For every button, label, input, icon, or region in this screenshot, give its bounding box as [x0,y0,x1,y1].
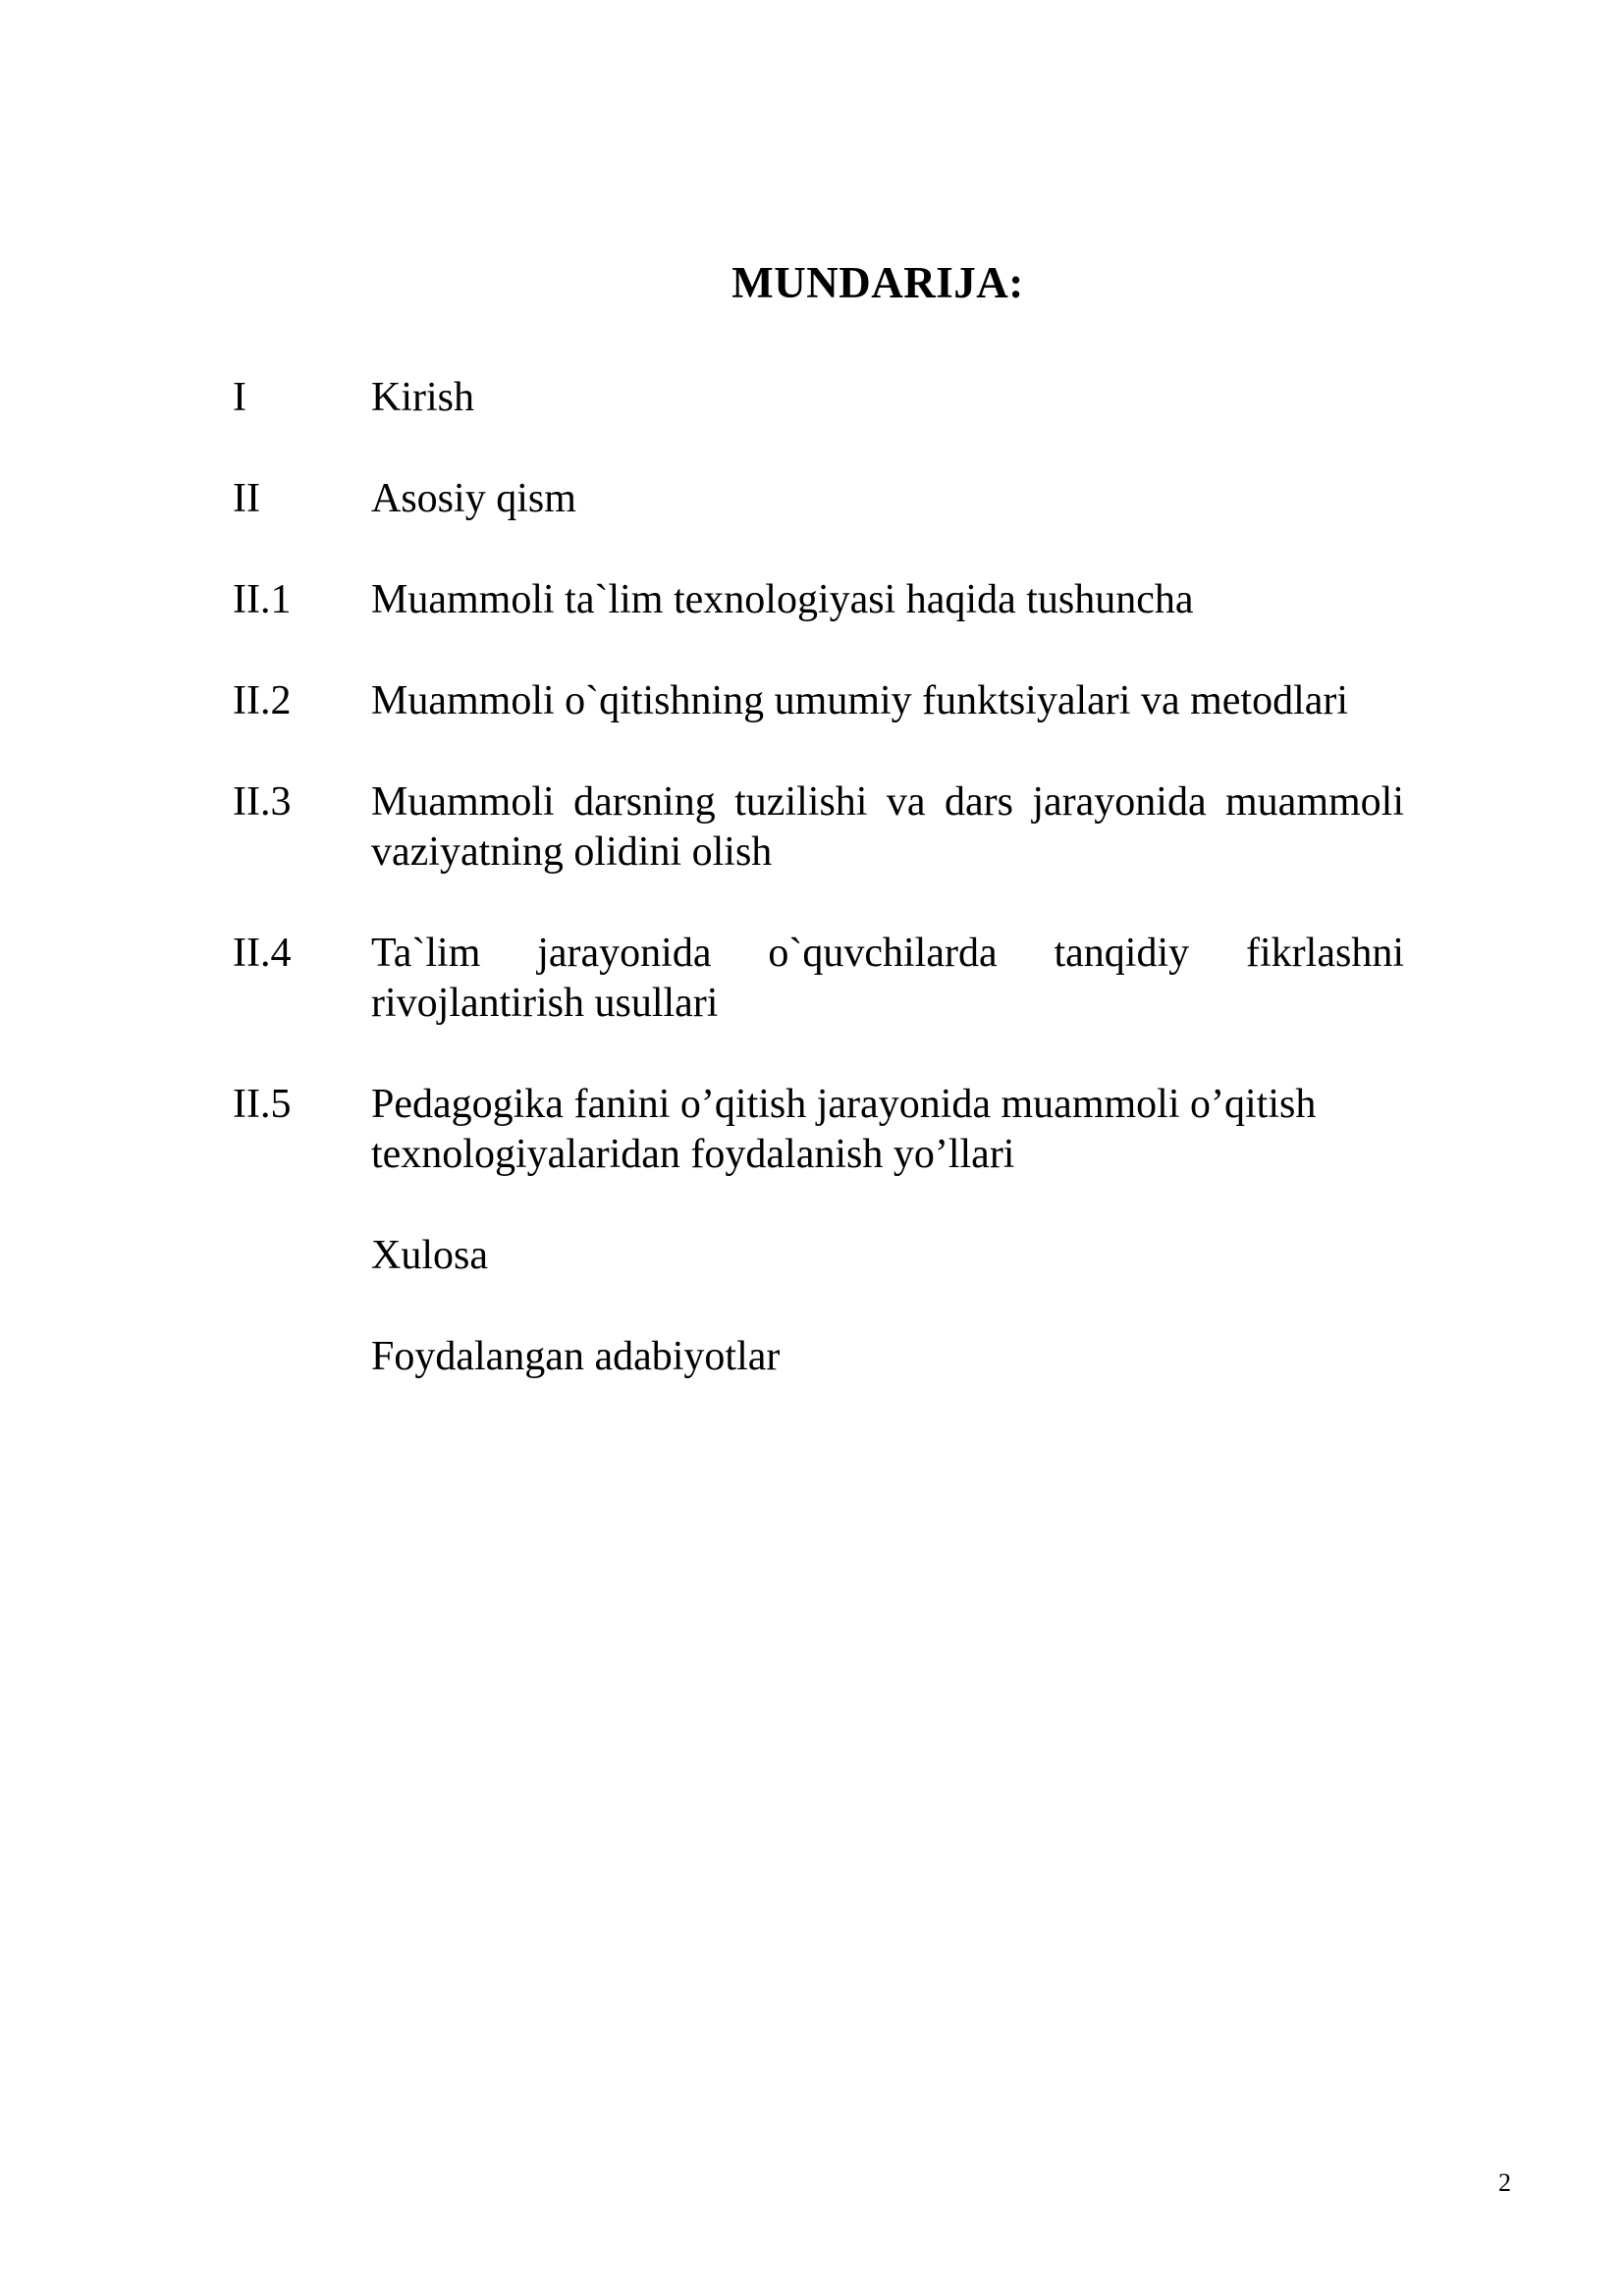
toc-entry-text: Muammoli ta`lim texnologiyasi haqida tushuncha [371,577,1194,622]
toc-entry-text: Foydalangan adabiyotlar [371,1334,781,1379]
toc-entry-ii-5 [233,1080,1404,1180]
toc-entry-text: Muammoli o`qitishning umumiy funktsiyalari va metodlari [371,678,1349,723]
toc-entry-number: I [233,375,246,420]
table-of-contents [233,373,1404,1433]
toc-entry-text: Xulosa [371,1233,488,1278]
toc-entry-number: II.5 [233,1082,292,1127]
toc-entry-number: II.1 [233,577,292,622]
toc-entry-number: II.3 [233,779,292,825]
toc-entry-asosiy-qism [233,474,1404,524]
toc-entry-text: Ta`lim jarayonida o`quvchilarda tanqidiy fikrlashni rivojlantirish usullari [371,931,1404,1026]
toc-entry-ii-2 [233,676,1404,726]
toc-entry-ii-3 [233,777,1404,878]
page-number: 2 [1498,2168,1511,2197]
toc-entry-number: II.2 [233,678,292,723]
toc-entry-text: Asosiy qism [371,476,576,521]
toc-entry-text: Kirish [371,375,474,420]
toc-entry-foydalangan-adabiyotlar [233,1332,1404,1382]
toc-title: MUNDARIJA: [731,258,1024,307]
toc-entry-number: II.4 [233,931,292,976]
toc-entry-number: II [233,476,260,521]
toc-entry-ii-4 [233,929,1404,1029]
toc-entry-kirish [233,373,1404,423]
toc-entry-text: Pedagogika fanini o’qitish jarayonida muammoli o’qitish texnologiyalaridan foydalanish yo’llari [371,1082,1317,1177]
toc-entry-text: Muammoli darsning tuzilishi va dars jarayonida muammoli vaziyatning olidini olish [371,779,1404,875]
toc-entry-xulosa [233,1231,1404,1281]
toc-entry-ii-1 [233,575,1404,625]
